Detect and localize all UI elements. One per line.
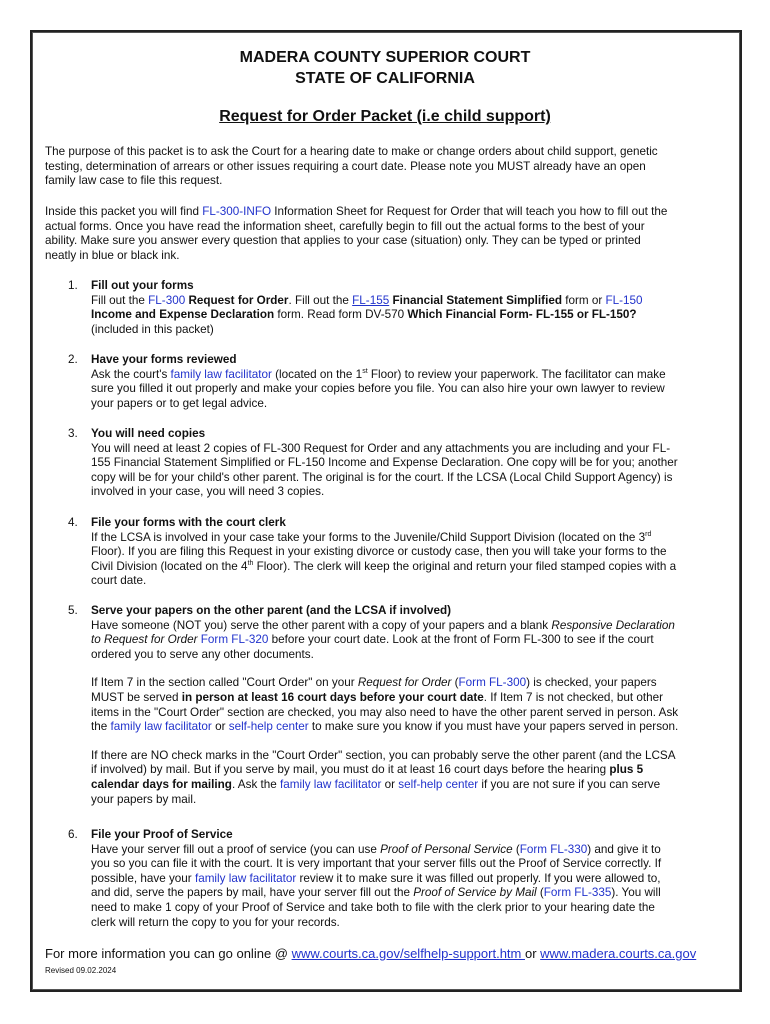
madera-courts-link[interactable]: www.madera.courts.ca.gov [540,946,697,961]
fl-150-link[interactable]: FL-150 [605,293,643,307]
intro-paragraph: The purpose of this packet is to ask the Court for a hearing date to make or change orders about child support, genetic testing, determination of arrears or other issues requiring a court date. Please note you MUST already have an open family law case to file this request. [45,145,658,188]
state-name: STATE OF CALIFORNIA [295,70,475,87]
form-fl-300-link[interactable]: Form FL-300 [458,676,527,690]
step-1-heading: Fill out your forms [91,279,194,292]
page-title: Request for Order Packet (i.e child support) [219,108,551,125]
inside-paragraph: Inside this packet you will find FL-300-INFO Information Sheet for Request for Order that will teach you how to fill out the actual forms. Once you have read the information sheet, carefully begin to fill out the actual forms to the best of your ability. Make sure you answer every question that applies to your case (situation) only. They can be typed or printed neatly in blue or black ink. [45,205,668,262]
courts-ca-gov-link[interactable]: www.courts.ca.gov/selfhelp-support.htm [291,946,525,961]
step-2-heading: Have your forms reviewed [91,353,237,366]
step-1: 1. Fill out your forms Fill out the FL-300 Request for Order. Fill out the FL-155 Financial Statement Simplified form or FL-150 Income and Expense Declaration form. Read form DV-570 Which Financial Form- FL-155 or FL-150? (included in this packet) [68,279,720,337]
fl-320-link[interactable]: Form FL-320 [197,633,269,647]
family-law-facilitator-link[interactable]: family law facilitator [194,871,297,885]
step-4-heading: File your forms with the court clerk [91,516,286,529]
footer-info: For more information you can go online @ www.courts.ca.gov/selfhelp-support.htm or www.madera.courts.ca.gov [45,946,697,961]
step-5-heading: Serve your papers on the other parent (and the LCSA if involved) [91,604,451,617]
step-3: 3. You will need copies You will need at least 2 copies of FL-300 Request for Order and any attachments you are including and your FL- 155 Financial Statement Simplified or FL-150 Income and Expense Declaration. One copy will be for you; another copy will be for your child's other parent. The original is for the court. If the LCSA (Local Child Support Agency) is involved in your case, you will need 3 copies. [68,427,720,500]
step-6-heading: File your Proof of Service [91,828,233,841]
revision-date: Revised 09.02.2024 [45,966,117,975]
step-2: 2. Have your forms reviewed Ask the court's family law facilitator (located on the 1st Floor) to review your paperwork. The facilitator can make sure you filled it out properly and make your copies before you file. You can also hire your own lawyer to review your papers or to get legal advice. [68,353,720,411]
self-help-center-link[interactable]: self-help center [398,777,479,791]
fl-300-info-link[interactable]: FL-300-INFO [202,205,272,218]
step-5: 5. Serve your papers on the other parent (and the LCSA if involved) Have someone (NOT you) serve the other parent with a copy of your papers and a blank Responsive Declaration to Request for Order Form FL-320 before your court date. Look at the front of Form FL-300 to see if the court ordered you to serve any other documents. If Item 7 in the section called "Court Order" on your Request for Order (Form FL-300) is checked, your papers MUST be served in person at least 16 court days before your court date. If Item 7 is not checked, but other items in the "Court Order" section are checked, you may also need to have the other parent served in person. Ask the family law facilitator or self-help center to make sure you know if you must have your papers served in person. If there are NO check marks in the "Court Order" section, you can probably serve the other parent (and the LCSA if involved) by mail. But if you serve by mail, you must do it at least 16 court days before the hearing plus 5 calendar days for mailing. Ask the family law facilitator or self-help center if you are not sure if you can serve your papers by mail. [68,604,720,807]
court-name: MADERA COUNTY SUPERIOR COURT [239,49,531,66]
step-4: 4. File your forms with the court clerk If the LCSA is involved in your case take your forms to the Juvenile/Child Support Division (located on the 3rd Floor). If you are filing this Request in your existing divorce or custody case, then you will take your forms to the Civil Division (located on the 4th Floor). The clerk will keep the original and return your filed stamped copies with a court date. [68,516,720,589]
fl-300-link[interactable]: FL-300 [148,293,186,307]
self-help-center-link[interactable]: self-help center [228,720,309,734]
fl-330-link[interactable]: Form FL-330 [519,842,588,856]
family-law-facilitator-link[interactable]: family law facilitator [170,367,272,381]
step-6: 6. File your Proof of Service Have your server fill out a proof of service (you can use Proof of Personal Service (Form FL-330) and give it to you so you can file it with the court. It is very important that your server fills out the Proof of Service correctly. If possible, have your family law facilitator review it to make sure it was filled out properly. If you were allowed to, and did, serve the papers by mail, have your server fill out the Proof of Service by Mail (Form FL-335). You will need to make 1 copy of your Proof of Service and take both to file with the clerk prior to your hearing date the clerk will return the copy to you for your records. [68,828,720,930]
fl-335-link[interactable]: Form FL-335 [543,886,612,900]
step-3-heading: You will need copies [91,427,206,440]
family-law-facilitator-link[interactable]: family law facilitator [110,720,212,734]
fl-155-link[interactable]: FL-155 [352,293,390,307]
family-law-facilitator-link[interactable]: family law facilitator [280,777,382,791]
